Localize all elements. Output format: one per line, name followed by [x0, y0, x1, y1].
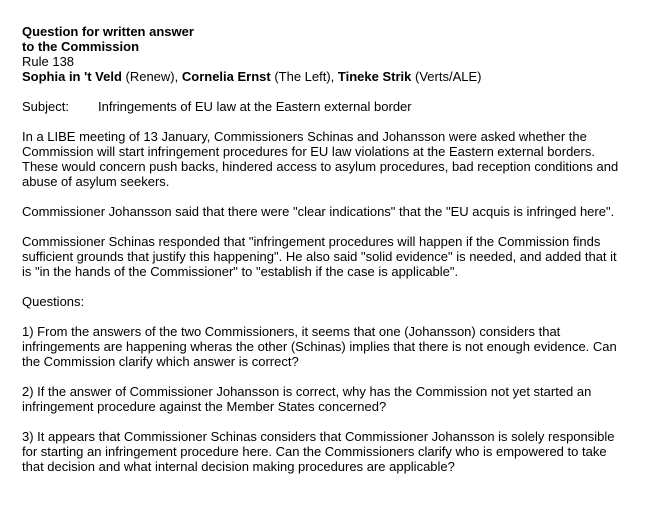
author-name: Tineke Strik	[337, 69, 412, 84]
paragraph-intro: In a LIBE meeting of 13 January, Commissioners Schinas and Johansson were asked whether the Commission will start infringement procedures for EU law violations at the Eastern external borders. These would concern push backs, hindered access to asylum procedures, bad reception conditions and abuse of asylum seekers.	[22, 129, 619, 189]
subject-text: Infringements of EU law at the Eastern external border	[98, 99, 412, 114]
question-2: 2) If the answer of Commissioner Johansson is correct, why has the Commission not yet started an infringement procedure against the Member States concerned?	[22, 384, 592, 414]
paragraph-schinas: Commissioner Schinas responded that "infringement procedures will happen if the Commission finds sufficient grounds that justify this happening". He also said "solid evidence" is needed, and added that it is "in the hands of the Commissioner" to "establish if the case is applicable".	[22, 234, 617, 279]
author-name: Sophia in 't Veld	[22, 69, 122, 84]
author-group: (Verts/ALE)	[411, 69, 482, 84]
author-name: Cornelia Ernst	[181, 69, 271, 84]
questions-heading: Questions:	[22, 294, 85, 309]
rule-number: Rule 138	[22, 54, 75, 69]
question-3: 3) It appears that Commissioner Schinas considers that Commissioner Johansson is solely responsible for starting an infringement procedure here. Can the Commissioners clarify who is empowered to take that decision and what internal decision making procedures are applicable?	[22, 429, 615, 474]
subject-line	[22, 99, 626, 114]
author-group: (The Left),	[270, 69, 338, 84]
header-title-line-2: to the Commission	[22, 39, 140, 54]
paragraph-johansson: Commissioner Johansson said that there were "clear indications" that the "EU acquis is infringed here".	[22, 204, 615, 219]
question-1: 1) From the answers of the two Commissioners, it seems that one (Johansson) considers that infringements are happening wheras the other (Schinas) implies that there is not enough evidence. Can the Commission clarify which answer is correct?	[22, 324, 617, 369]
document-body	[22, 129, 626, 474]
author-group: (Renew),	[121, 69, 182, 84]
author-list	[22, 69, 626, 84]
subject-label: Subject:	[22, 99, 69, 114]
document-header	[22, 24, 626, 84]
header-title-line-1: Question for written answer	[22, 24, 194, 39]
